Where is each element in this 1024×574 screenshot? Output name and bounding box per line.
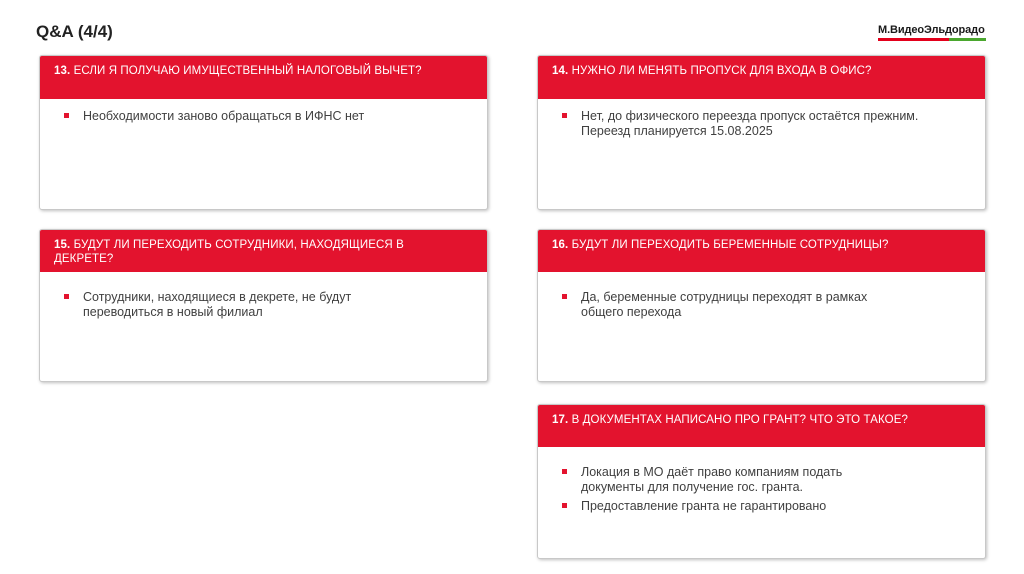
qa-card-15 xyxy=(39,229,488,382)
answer-text: Сотрудники, находящиеся в декрете, не будут переводиться в новый филиал xyxy=(83,290,352,319)
qa-card-16 xyxy=(537,229,986,382)
bullet-icon xyxy=(64,113,69,118)
qa-question-header xyxy=(538,230,985,272)
answer-text: Предоставление гранта не гарантировано xyxy=(581,499,827,513)
answer-item xyxy=(562,109,971,139)
qa-question-header xyxy=(538,405,985,447)
answer-item xyxy=(562,465,885,495)
answer-text: Необходимости заново обращаться в ИФНС нет xyxy=(83,109,365,123)
question-text: БУДУТ ЛИ ПЕРЕХОДИТЬ СОТРУДНИКИ, НАХОДЯЩИЕСЯ В ДЕКРЕТЕ? xyxy=(54,239,404,265)
answer-text: Локация в МО даёт право компаниям подать документы для получение гос. гранта. xyxy=(581,465,843,494)
qa-answer-body xyxy=(40,99,487,124)
question-number: 16. xyxy=(552,239,569,251)
qa-card-14 xyxy=(537,55,986,210)
page-title: Q&A (4/4) xyxy=(36,22,113,41)
question-number: 15. xyxy=(54,239,71,251)
bullet-icon xyxy=(562,503,567,508)
answer-item xyxy=(64,290,407,320)
logo-text: М.ВидеоЭльдорадо xyxy=(878,24,985,36)
question-text: ЕСЛИ Я ПОЛУЧАЮ ИМУЩЕСТВЕННЫЙ НАЛОГОВЫЙ ВЫЧЕТ? xyxy=(73,65,422,77)
logo-underline xyxy=(878,38,986,41)
question-text: БУДУТ ЛИ ПЕРЕХОДИТЬ БЕРЕМЕННЫЕ СОТРУДНИЦЫ? xyxy=(571,239,889,251)
answer-text: Нет, до физического переезда пропуск остаётся прежним. Переезд планируется 15.08.2025 xyxy=(581,109,919,138)
qa-answer-body xyxy=(538,99,985,139)
qa-question-header xyxy=(538,56,985,99)
question-number: 17. xyxy=(552,414,569,426)
company-logo xyxy=(878,24,988,41)
qa-answer-body xyxy=(538,447,985,514)
question-text: НУЖНО ЛИ МЕНЯТЬ ПРОПУСК ДЛЯ ВХОДА В ОФИС? xyxy=(571,65,872,77)
qa-question-header xyxy=(40,230,487,272)
logo-underline-red xyxy=(878,38,949,41)
bullet-icon xyxy=(64,294,69,299)
question-number: 14. xyxy=(552,65,569,77)
question-text: В ДОКУМЕНТАХ НАПИСАНО ПРО ГРАНТ? ЧТО ЭТО ТАКОЕ? xyxy=(571,414,908,426)
qa-answer-body xyxy=(40,272,487,320)
qa-card-13 xyxy=(39,55,488,210)
answer-text: Да, беременные сотрудницы переходят в рамках общего перехода xyxy=(581,290,868,319)
bullet-icon xyxy=(562,113,567,118)
bullet-icon xyxy=(562,294,567,299)
answer-item xyxy=(562,499,885,514)
answer-item xyxy=(562,290,905,320)
question-number: 13. xyxy=(54,65,71,77)
logo-underline-green xyxy=(949,38,986,41)
qa-question-header xyxy=(40,56,487,99)
qa-card-17 xyxy=(537,404,986,559)
answer-item xyxy=(64,109,473,124)
bullet-icon xyxy=(562,469,567,474)
qa-answer-body xyxy=(538,272,985,320)
